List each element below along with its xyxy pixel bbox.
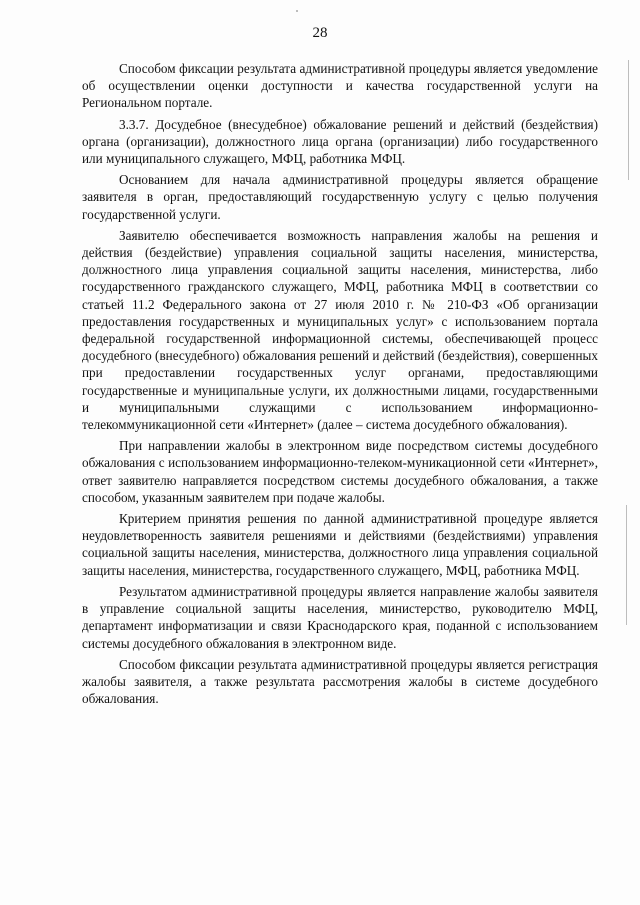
paragraph-procedure-basis: Основанием для начала административной процедуры является обращение заявителя в орган, предоставляющий государственную услугу с целью получения государственной услуги. (82, 172, 598, 222)
paragraph-complaint-possibility: Заявителю обеспечивается возможность направления жалобы на решения и действия (бездействие) управления социальной защиты населения, министерства, должностного лица управления социальной защиты населения, министерства, либо государственного гражданского служащего, МФЦ, работника МФЦ в соответствии со статьей 11.2 Федерального закона от 27 июля 2010 г. № 210-ФЗ «Об организации предоставления государственных и муниципальных услуг» с использованием портала федеральной государственной информационной системы, обеспечивающей процесс досудебного (внесудебного) обжалования решений и действий (бездействия), совершенных при предоставлении государственных услуг органами, предоставляющими государственные и муниципальные услуги, их должностными лицами, государственными и муниципальными служащими с использованием информационно-телекоммуникационной сети «Интернет» (далее – система досудебного обжалования). (82, 227, 598, 433)
paragraph-fixation-notification: Способом фиксации результата административной процедуры является уведомление об осуществлении оценки доступности и качества государственной услуги на Региональном портале. (82, 61, 598, 111)
page-number: 28 (312, 25, 328, 41)
paragraph-decision-criterion: Критерием принятия решения по данной административной процедуре является неудовлетворенность заявителя решениями и действиями (бездействиями) управления социальной защиты населения, министерства, должностного лица управления социальной защиты населения, министерства, государственного служащего, МФЦ, работника МФЦ. (82, 511, 598, 578)
paragraph-section-3-3-7-heading: 3.3.7. Досудебное (внесудебное) обжалование решений и действий (бездействия) органа (организации), должностного лица органа (организации) либо государственного или муниципального служащего, МФЦ, работника МФЦ. (82, 116, 598, 167)
document-body (82, 60, 598, 711)
scan-artifact-dot (296, 10, 298, 12)
paragraph-electronic-complaint: При направлении жалобы в электронном виде посредством системы досудебного обжалования с использованием информационно-телеком-муникационной сети «Интернет», ответ заявителю направляется посредством системы досудебного обжалования, а также способом, указанным заявителем при подаче жалобы. (82, 438, 598, 505)
paragraph-fixation-registration: Способом фиксации результата административной процедуры является регистрация жалобы заявителя, а также результата рассмотрения жалобы в системе досудебного обжалования. (82, 656, 598, 707)
scan-artifact-line-upper (628, 60, 629, 180)
paragraph-procedure-result: Результатом административной процедуры является направление жалобы заявителя в управление социальной защиты населения, министерство, руководителю МФЦ, департамент информатизации и связи Краснодарского края, поданной с использованием системы досудебного обжалования в электронном виде. (82, 583, 598, 651)
scan-artifact-line-lower (626, 505, 627, 625)
